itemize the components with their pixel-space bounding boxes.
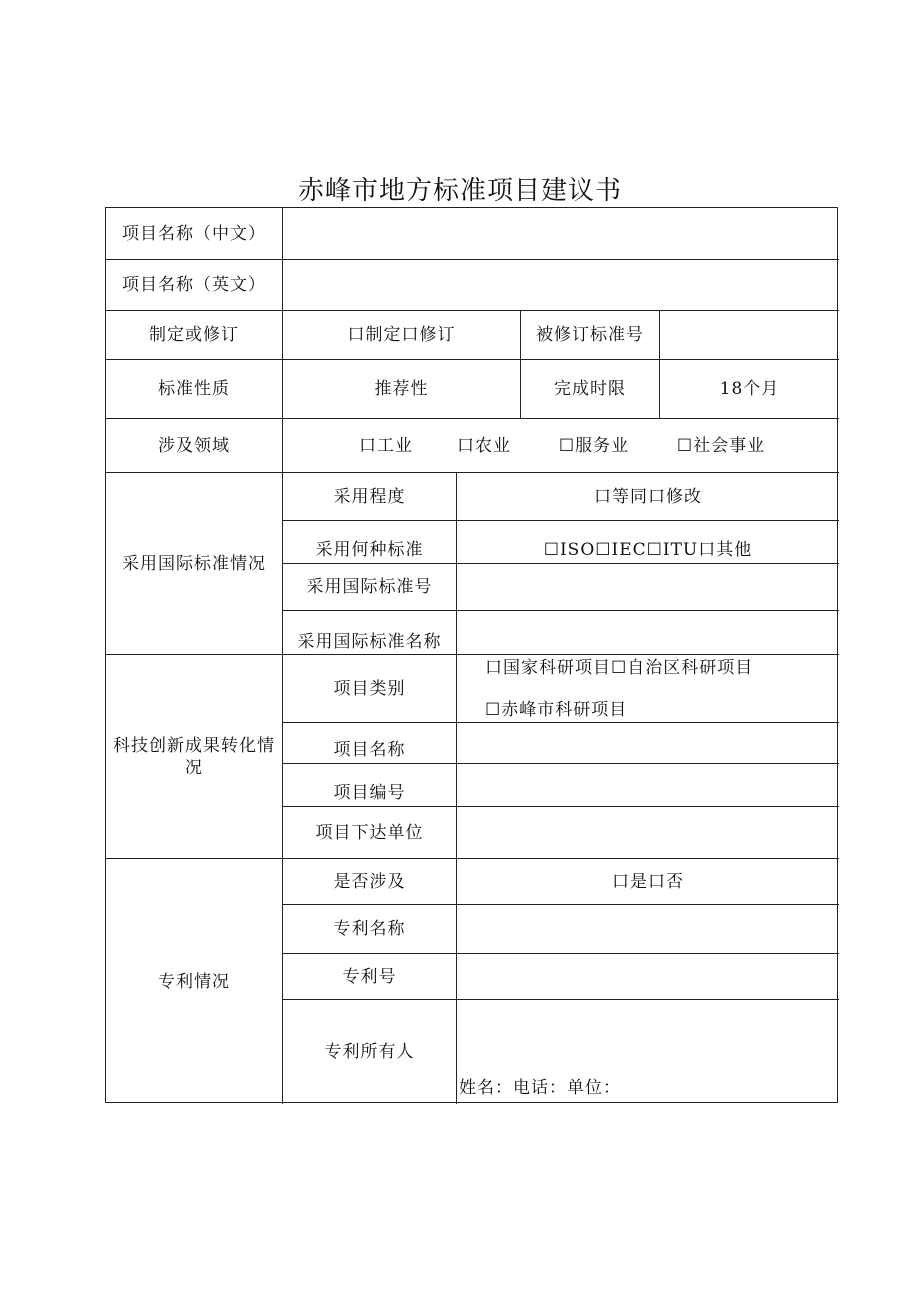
patent-owner-fields[interactable]: 姓名：电话：单位： (459, 1078, 621, 1098)
deadline-value: 18个月 (719, 379, 780, 399)
make-or-revise-label: 制定或修订 (149, 325, 239, 345)
nature-label: 标准性质 (158, 379, 230, 399)
patent-name-label: 专利名称 (333, 919, 406, 939)
name-en-input[interactable] (283, 260, 839, 310)
tech-section-label (106, 655, 282, 858)
proposal-form (105, 207, 838, 1103)
patent-owner-label: 专利所有人 (324, 1042, 415, 1062)
intl-name-input[interactable] (457, 611, 839, 654)
intl-number-label: 采用国际标准号 (306, 577, 433, 597)
tech-project-number-label: 项目编号 (333, 783, 406, 803)
document-title: 赤峰市地方标准项目建议书 (297, 176, 622, 206)
intl-which-checkboxes[interactable]: ☐ISO☐IEC☐ITU口其他 (543, 540, 753, 560)
name-cn-input[interactable] (283, 208, 839, 259)
intl-name-label: 采用国际标准名称 (297, 631, 442, 652)
patent-section-label: 专利情况 (158, 971, 230, 992)
intl-number-input[interactable] (457, 564, 839, 610)
intl-which-label: 采用何种标准 (315, 540, 424, 560)
name-en-label: 项目名称（英文） (122, 275, 266, 295)
patent-involved-checkboxes[interactable]: 口是口否 (612, 871, 684, 892)
field-label: 涉及领域 (158, 435, 230, 456)
patent-no-input[interactable] (457, 954, 839, 999)
tech-issuer-input[interactable] (457, 807, 839, 858)
name-cn-label: 项目名称（中文） (122, 223, 266, 244)
tech-category-label: 项目类别 (333, 678, 406, 699)
patent-involved-label: 是否涉及 (333, 871, 406, 892)
field-option-agriculture[interactable]: 口农业 (457, 435, 511, 456)
tech-section-label-line2: 况 (185, 757, 203, 778)
patent-no-label: 专利号 (342, 966, 397, 987)
tech-category-checkboxes[interactable] (457, 655, 839, 722)
tech-project-name-label: 项目名称 (333, 740, 406, 760)
tech-project-number-input[interactable] (457, 764, 839, 806)
field-option-industry[interactable]: 口工业 (359, 435, 413, 456)
nature-value: 推荐性 (374, 379, 429, 399)
make-or-revise-checkboxes[interactable]: 口制定口修订 (347, 325, 456, 345)
intl-degree-checkboxes[interactable]: 口等同口修改 (594, 486, 702, 507)
tech-category-options-line2[interactable]: ☐赤峰市科研项目 (485, 699, 628, 720)
tech-section-label-line1: 科技创新成果转化情 (113, 735, 275, 756)
intl-degree-label: 采用程度 (333, 486, 406, 507)
tech-issuer-label: 项目下达单位 (315, 822, 424, 843)
revised-std-no-input[interactable] (660, 311, 839, 359)
tech-project-name-input[interactable] (457, 723, 839, 763)
field-option-social[interactable]: ☐社会事业 (676, 435, 766, 456)
field-option-service[interactable]: ☐服务业 (558, 435, 630, 456)
patent-name-input[interactable] (457, 905, 839, 953)
intl-section-label: 采用国际标准情况 (122, 553, 266, 574)
revised-std-no-label: 被修订标准号 (536, 325, 644, 345)
deadline-label: 完成时限 (554, 379, 626, 399)
tech-category-options-line1[interactable]: 口国家科研项目☐自治区科研项目 (485, 657, 754, 678)
